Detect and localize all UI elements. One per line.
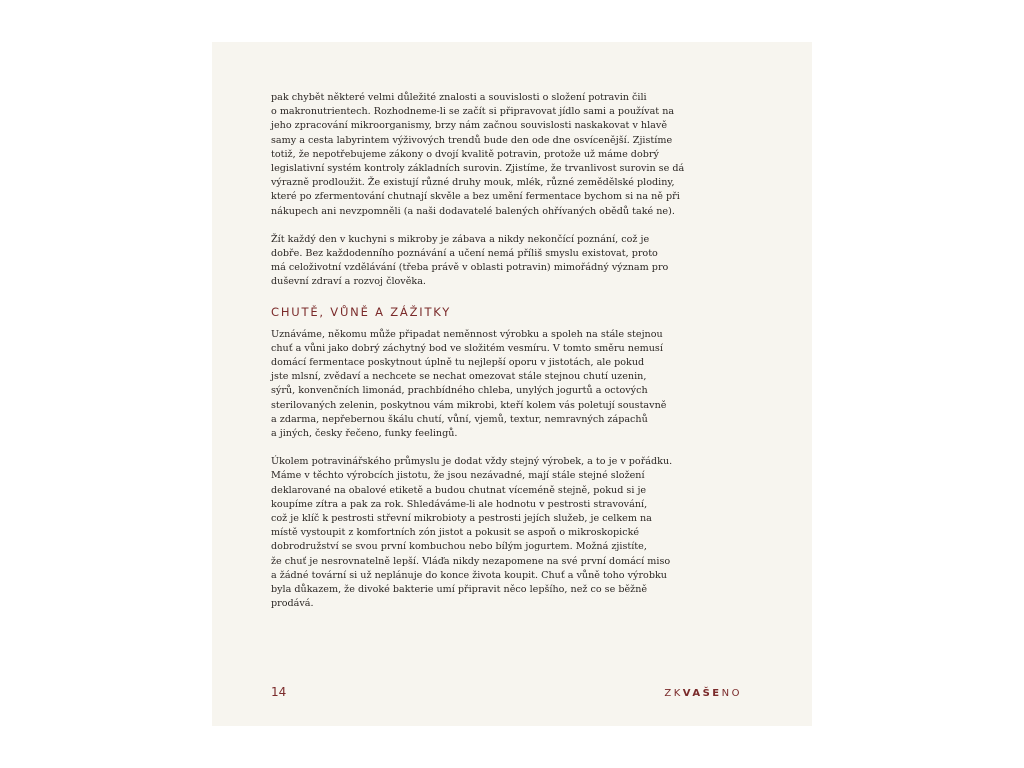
running-title-bold: VAŠE	[682, 688, 722, 699]
text-line: místě vystoupit z komfortních zón jistot a pokusit se aspoň o mikroskopické	[271, 527, 640, 539]
text-line: totiž, že nepotřebujeme zákony o dvojí kvalitě potravin, protože už máme dobrý	[271, 148, 659, 160]
text-line: jeho zpracování mikroorganismy, brzy nám začnou souvislosti naskakovat v hlavě	[271, 120, 667, 132]
text-line: Úkolem potravinářského průmyslu je dodat vždy stejný výrobek, a to je v pořádku.	[271, 456, 673, 468]
text-line: byla důkazem, že divoké bakterie umí připravit něco lepšího, než co se běžně	[271, 584, 648, 596]
text-line: o makronutrientech. Rozhodneme-li se začít si připravovat jídlo sami a používat na	[271, 106, 675, 118]
paragraph-3	[271, 328, 671, 442]
text-line: což je klíč k pestrosti střevní mikrobioty a pestrosti jejích služeb, je celkem na	[271, 513, 652, 525]
paragraph-4	[271, 455, 671, 611]
text-line: a jiných, česky řečeno, funky feelingů.	[271, 428, 458, 440]
text-line: má celoživotní vzdělávání (třeba právě v oblasti potravin) mimořádný význam pro	[271, 262, 669, 274]
paragraph-2	[271, 233, 671, 290]
text-line: dobře. Bez každodenního poznávání a učení nemá příliš smyslu existovat, proto	[271, 248, 658, 260]
text-line: Máme v těchto výrobcích jistotu, že jsou nezávadné, mají stále stejné složení	[271, 470, 645, 482]
text-line: sýrů, konvenčních limonád, prachbídného chleba, unylých jogurtů a octových	[271, 385, 648, 397]
text-line: a žádné tovární si už neplánuje do konce života koupit. Chuť a vůně toho výrobku	[271, 569, 667, 581]
text-line: Uznáváme, někomu může připadat neměnnost výrobku a spoleh na stále stejnou	[271, 328, 663, 340]
text-line: Žít každý den v kuchyni s mikroby je zábava a nikdy nekončící poznání, což je	[271, 233, 650, 245]
running-title	[664, 688, 742, 699]
text-line: jste mlsní, zvědaví a nechcete se nechat omezovat stále stejnou chutí uzenin,	[271, 371, 647, 383]
text-line: které po zfermentování chutnají skvěle a bez umění fermentace bychom si na ně při	[271, 191, 680, 203]
text-line: dobrodružství se svou první kombuchou nebo bílým jogurtem. Možná zjistíte,	[271, 541, 647, 553]
text-line: nákupech ani nevzpomněli (a naši dodavatelé balených ohřívaných obědů také ne).	[271, 205, 675, 217]
text-line: deklarované na obalové etiketě a budou chutnat víceméně stejně, pokud si je	[271, 484, 647, 496]
running-title-suffix: NO	[721, 688, 742, 699]
page-number: 14	[271, 685, 287, 699]
text-line: legislativní systém kontroly základních surovin. Zjistíme, že trvanlivost surovin se dá	[271, 163, 685, 175]
text-line: koupíme zítra a pak za rok. Shledáváme-li ale hodnotu v pestrosti stravování,	[271, 498, 648, 510]
text-line: sterilovaných zelenin, poskytnou vám mikrobi, kteří kolem vás poletují soustavně	[271, 399, 667, 411]
text-line: výrazně prodloužit. Že existují různé druhy mouk, mlék, různé zemědělské plodiny,	[271, 177, 675, 189]
running-title-prefix: ZK	[664, 688, 683, 699]
text-line: samy a cesta labyrintem výživových trendů bude den ode dne osvícenější. Zjistíme	[271, 134, 673, 146]
text-line: duševní zdraví a rozvoj člověka.	[271, 276, 426, 288]
text-line: že chuť je nesrovnatelně lepší. Vláďa nikdy nezapomene na své první domácí miso	[271, 555, 671, 567]
page-content	[271, 91, 685, 626]
text-line: prodává.	[271, 598, 314, 610]
paragraph-1	[271, 91, 685, 219]
text-line: chuť a vůni jako dobrý záchytný bod ve složitém vesmíru. V tomto směru nemusí	[271, 342, 663, 354]
section-heading: CHUTĚ, VŮNĚ A ZÁŽITKY	[271, 304, 452, 319]
book-page	[212, 42, 812, 726]
text-line: pak chybět některé velmi důležité znalosti a souvislosti o složení potravin čili	[271, 92, 647, 103]
text-line: a zdarma, nepřebernou škálu chutí, vůní, vjemů, textur, nemravných zápachů	[271, 413, 648, 425]
text-line: domácí fermentace poskytnout úplně tu nejlepší oporu v jistotách, ale pokud	[271, 357, 645, 369]
